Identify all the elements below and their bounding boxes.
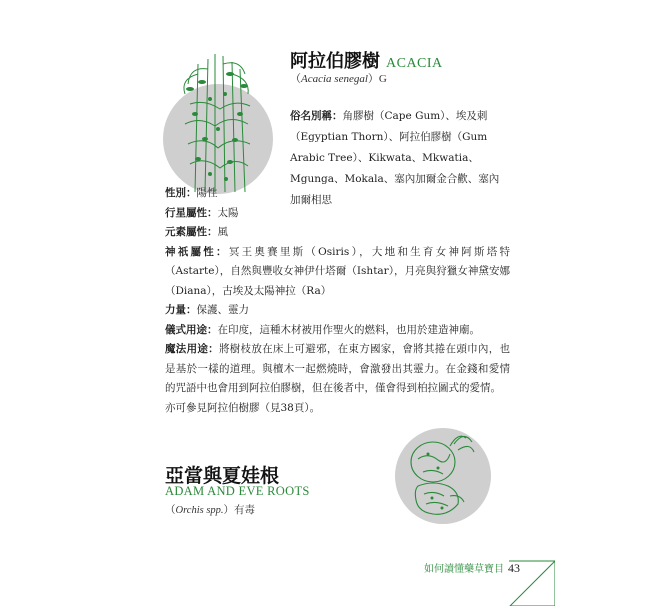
attribute-label: 儀式用途： bbox=[165, 323, 218, 336]
attribute-row bbox=[165, 243, 510, 302]
acacia-illustration bbox=[160, 44, 290, 194]
entry2-latin-suffix: ）有毒 bbox=[223, 504, 256, 516]
latin-paren-open: （ bbox=[290, 73, 301, 85]
entry2-title-zh: 亞當與夏娃根 bbox=[165, 465, 280, 487]
latin-suffix: ）G bbox=[367, 73, 387, 85]
attribute-row bbox=[165, 321, 510, 341]
attribute-value: 將樹枝放在床上可避邪，在東方國家，會將其捲在頭巾內，也是基於一樣的道理。與檀木一起燃燒時，會激發出其靈力。在金錢和愛情的咒語中也會用到阿拉伯膠樹，但在後者中，僅會得到柏拉圖式的愛情。 bbox=[165, 343, 511, 394]
entry2-title-en: ADAM AND EVE ROOTS bbox=[165, 484, 310, 498]
attribute-row bbox=[165, 223, 510, 243]
running-title: 如何讀懂藥草寶目 bbox=[424, 564, 504, 575]
attribute-value: 陽性 bbox=[196, 187, 218, 199]
page-number: 43 bbox=[508, 561, 520, 575]
aliases-label: 俗名別稱： bbox=[290, 110, 343, 122]
attribute-value: 冥王奧賽里斯（Osiris），大地和生育女神阿斯塔特（Astarte），自然與豐收女神伊什塔爾（Ishtar），月亮與狩獵女神黛安娜（Diana），古埃及太陽神拉（Ra） bbox=[165, 245, 510, 297]
latin-name-line bbox=[290, 70, 387, 86]
attribute-row bbox=[165, 340, 510, 399]
attribute-label: 魔法用途： bbox=[165, 343, 219, 355]
page-corner-icon bbox=[509, 560, 555, 606]
attribute-row bbox=[165, 184, 510, 204]
entry2-latin-line bbox=[165, 502, 255, 517]
attribute-row bbox=[165, 301, 510, 321]
orchis-root-illustration bbox=[388, 424, 498, 524]
entry2-latin-name: Orchis spp. bbox=[175, 505, 224, 516]
attribute-label: 行星屬性： bbox=[165, 206, 218, 219]
latin-name: Acacia senegal bbox=[301, 73, 368, 85]
attributes-list bbox=[165, 184, 510, 418]
entry-title-en: ACACIA bbox=[386, 56, 443, 71]
attribute-value: 保護、靈力 bbox=[196, 304, 249, 316]
entry-title-zh: 阿拉伯膠樹 bbox=[290, 51, 380, 72]
see-also-line: 亦可參見阿拉伯樹膠（見38頁）。 bbox=[165, 401, 321, 414]
latin-paren-open: （ bbox=[165, 504, 176, 516]
attribute-label: 神祇屬性： bbox=[165, 245, 229, 258]
page-footer bbox=[424, 560, 520, 576]
attribute-label: 元素屬性： bbox=[165, 226, 218, 238]
attribute-value: 風 bbox=[217, 226, 228, 238]
attribute-row bbox=[165, 204, 510, 224]
attribute-label: 力量： bbox=[165, 304, 197, 316]
attribute-label: 性別： bbox=[165, 187, 197, 199]
attribute-value: 在印度，這種木材被用作聖火的燃料，也用於建造神廟。 bbox=[217, 323, 480, 336]
attribute-value: 太陽 bbox=[217, 206, 239, 219]
aliases-text: 角膠樹（Cape Gum）、埃及刺（Egyptian Thorn）、阿拉伯膠樹（Gum Arabic Tree）、Kikwata、Mkwatia、Mgunga、Mokala、塞內加爾金合歡、塞內加爾相思 bbox=[290, 110, 500, 206]
